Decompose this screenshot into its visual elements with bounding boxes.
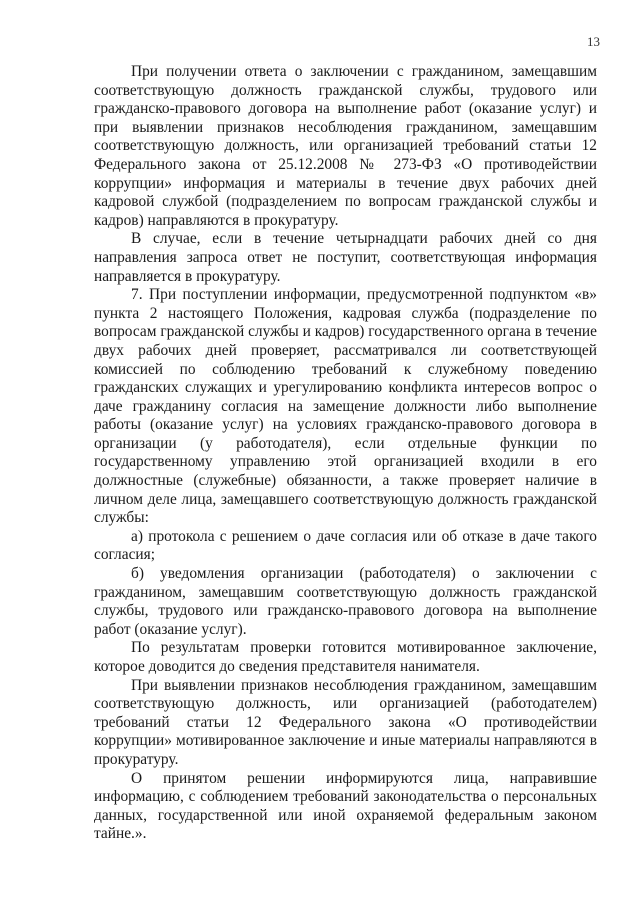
page-number: 13 [587,34,600,49]
document-body [94,63,597,844]
paragraph-violation-detected: При выявлении признаков несоблюдения гражданином, замещавшим соответствующую должность, или организацией (работодателем) требований статьи 12 Федерального закона «О противодействии коррупции» мотивированное заключение и иные материалы направляются в прокуратуру. [94,676,597,768]
paragraph-prosecutor-referral: При получении ответа о заключении с гражданином, замещавшим соответствующую должность гражданской службы, трудового или гражданско-правового договора на выполнение работ (оказание услуг) и при выявлении признаков несоблюдения гражданином, замещавшим соответствующую должность, или организацией требований статьи 12 Федерального закона от 25.12.2008 № 273-ФЗ «О противодействии коррупции» информация и материалы в течение двух рабочих дней кадровой службой (подразделением по вопросам гражданской службы и кадров) направляются в прокуратуру. [94,63,597,229]
paragraph-item-7: 7. При поступлении информации, предусмотренной подпунктом «в» пункта 2 настоящего Положения, кадровая служба (подразделение по вопросам гражданской службы и кадров) государственного органа в течение двух рабочих дней проверяет, рассматривался ли соответствующей комиссией по соблюдению требований к служебному поведению гражданских служащих и урегулированию конфликта интересов вопрос о даче гражданину согласия на замещение должности либо выполнение работы (оказание услуг) на условиях гражданско-правового договора в организации (у работодателя), если отдельные функции по государственному управлению этой организацией входили в его должностные (служебные) обязанности, а также проверяет наличие в личном деле лица, замещавшего соответствующую должность гражданской службы: [94,286,597,527]
paragraph-no-response: В случае, если в течение четырнадцати рабочих дней со дня направления запроса ответ не поступит, соответствующая информация направляется в прокуратуру. [94,230,597,285]
paragraph-reasoned-conclusion: По результатам проверки готовится мотивированное заключение, которое доводится до сведения представителя нанимателя. [94,639,597,675]
paragraph-subitem-b: б) уведомления организации (работодателя) о заключении с гражданином, замещавшим соответствующую должность гражданской службы, трудового или гражданско-правового договора на выполнение работ (оказание услуг). [94,565,597,638]
paragraph-subitem-a: а) протокола с решением о даче согласия или об отказе в даче такого согласия; [94,527,597,564]
paragraph-decision-notice: О принятом решении информируются лица, направившие информацию, с соблюдением требований законодательства о персональных данных, государственной или иной охраняемой федеральным законом тайне.». [94,769,597,843]
